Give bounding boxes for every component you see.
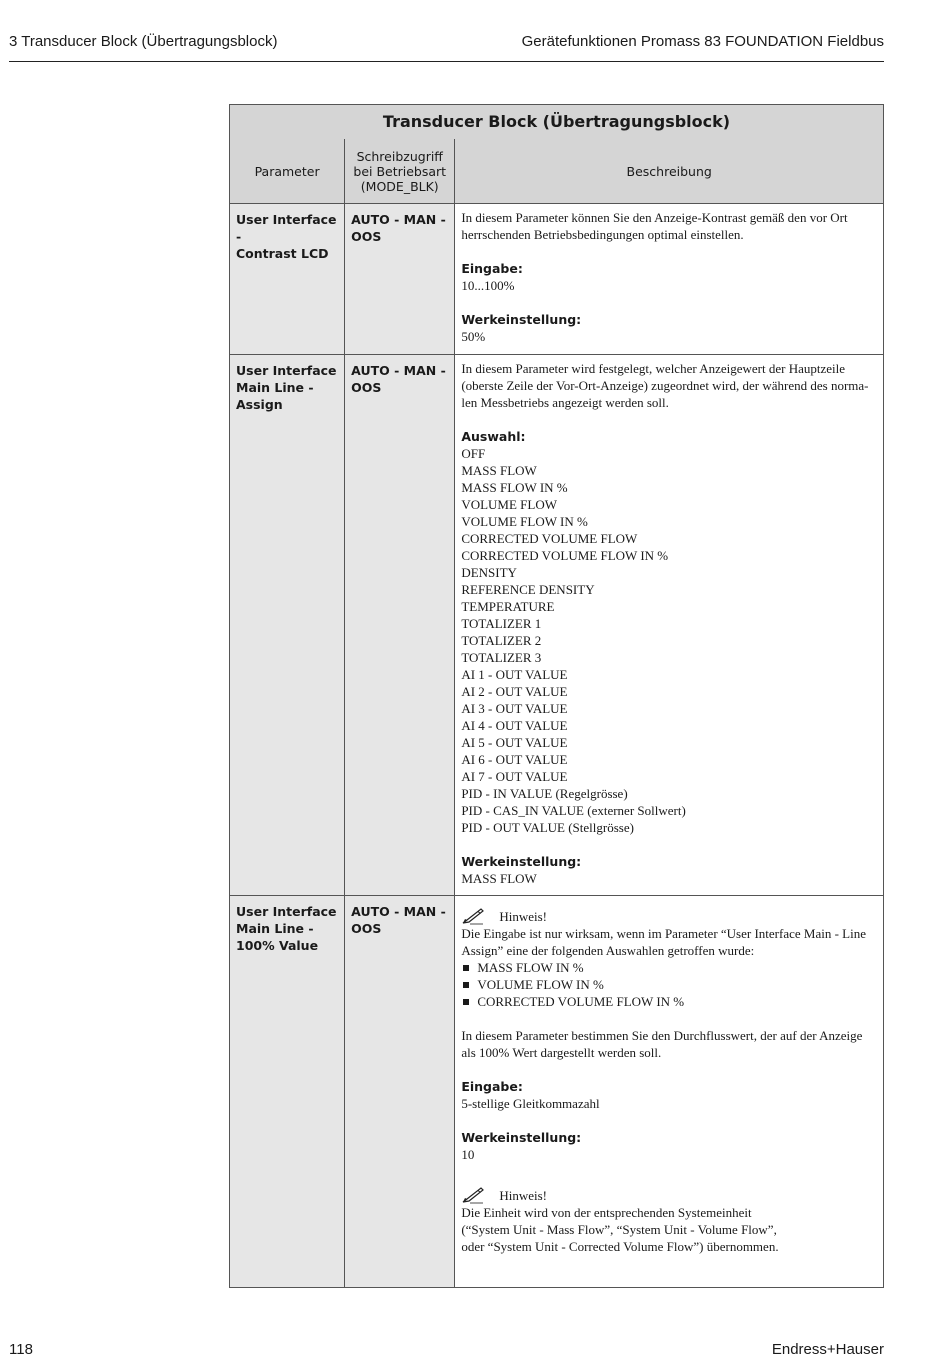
mode-header-line: Schreibzugriff xyxy=(356,148,443,164)
table-row xyxy=(230,896,884,1288)
hint-label: Hinweis! xyxy=(499,1188,547,1203)
brand-name: Endress+Hauser xyxy=(771,1341,884,1358)
parameter-description xyxy=(455,204,884,355)
hint-line: Die Einheit wird von der entsprechenden Systemeinheit xyxy=(461,1205,752,1220)
option-item: TOTALIZER 1 xyxy=(461,616,542,631)
column-header-description: Beschreibung xyxy=(455,139,884,204)
hint-line: oder “System Unit - Corrected Volume Flow”) übernommen. xyxy=(461,1239,779,1254)
hint-label: Hinweis! xyxy=(499,909,547,924)
default-label: Werkeinstellung: xyxy=(461,854,582,869)
default-label: Werkeinstellung: xyxy=(461,312,582,327)
parameter-description xyxy=(455,355,884,896)
parameter-name xyxy=(230,355,345,896)
bullet-item xyxy=(461,976,877,993)
parameter-name xyxy=(230,896,345,1288)
option-item: PID - OUT VALUE (Stellgrösse) xyxy=(461,820,634,835)
mode-line: OOS xyxy=(351,229,382,244)
description-line: In diesem Parameter bestimmen Sie den Durchflusswert, der auf der Anzeige xyxy=(461,1028,863,1043)
hint-line: Die Eingabe ist nur wirksam, wenn im Parameter “User Interface Main - Line xyxy=(461,926,866,941)
column-header-mode xyxy=(345,139,455,204)
default-value: 50% xyxy=(461,329,486,344)
mode-header-line: (MODE_BLK) xyxy=(360,178,439,194)
hint-note xyxy=(461,905,877,925)
mode-header-line: bei Betriebsart xyxy=(353,163,447,179)
description-line: (oberste Zeile der Vor-Ort-Anzeige) zugeordnet wird, der während des norma- xyxy=(461,378,869,393)
mode-line: OOS xyxy=(351,921,382,936)
default-value: MASS FLOW xyxy=(461,871,537,886)
option-item: AI 7 - OUT VALUE xyxy=(461,769,568,784)
description-line: In diesem Parameter wird festgelegt, welcher Anzeigewert der Hauptzeile xyxy=(461,361,846,376)
bullet-text: VOLUME FLOW IN % xyxy=(477,977,604,992)
description-line: herrschenden Betriebsbedingungen optimal einstellen. xyxy=(461,227,744,242)
input-label: Eingabe: xyxy=(461,261,523,276)
pencil-note-icon xyxy=(461,907,485,925)
parameter-name-line: Main Line - xyxy=(236,380,314,395)
option-item: AI 2 - OUT VALUE xyxy=(461,684,568,699)
bullet-item xyxy=(461,993,877,1010)
options-list xyxy=(461,445,877,836)
page-number: 118 xyxy=(9,1341,33,1358)
bullet-list xyxy=(461,959,877,1010)
option-item: OFF xyxy=(461,446,486,461)
option-item: PID - IN VALUE (Regelgrösse) xyxy=(461,786,628,801)
parameter-description xyxy=(455,896,884,1288)
input-label: Eingabe: xyxy=(461,1079,523,1094)
mode-line: AUTO - MAN - xyxy=(351,904,446,919)
hint-note xyxy=(461,1184,877,1204)
parameter-name-line: User Interface xyxy=(236,363,337,378)
pencil-note-icon xyxy=(461,1186,485,1204)
parameter-name-line: 100% Value xyxy=(236,938,319,953)
option-item: CORRECTED VOLUME FLOW xyxy=(461,531,638,546)
parameter-name-line: User Interface - xyxy=(236,212,337,244)
write-access-mode xyxy=(345,896,455,1288)
option-item: AI 1 - OUT VALUE xyxy=(461,667,568,682)
bullet-square-icon xyxy=(463,999,469,1005)
default-label: Werkeinstellung: xyxy=(461,1130,582,1145)
column-header-parameter: Parameter xyxy=(230,139,345,204)
write-access-mode xyxy=(345,355,455,896)
bullet-square-icon xyxy=(463,965,469,971)
hint-line: Assign” eine der folgenden Auswahlen getroffen wurde: xyxy=(461,943,755,958)
parameter-name-line: User Interface xyxy=(236,904,337,919)
parameter-name-line: Assign xyxy=(236,397,283,412)
options-label: Auswahl: xyxy=(461,429,526,444)
option-item: AI 6 - OUT VALUE xyxy=(461,752,568,767)
input-value: 5-stellige Gleitkommazahl xyxy=(461,1096,600,1111)
table-title: Transducer Block (Übertragungsblock) xyxy=(230,105,884,140)
description-line: In diesem Parameter können Sie den Anzeige-Kontrast gemäß den vor Ort xyxy=(461,210,848,225)
option-item: AI 3 - OUT VALUE xyxy=(461,701,568,716)
document-title: Gerätefunktionen Promass 83 FOUNDATION Fieldbus xyxy=(521,33,884,50)
mode-line: AUTO - MAN - xyxy=(351,212,446,227)
option-item: TEMPERATURE xyxy=(461,599,555,614)
bullet-text: MASS FLOW IN % xyxy=(477,960,584,975)
parameter-name xyxy=(230,204,345,355)
table-row xyxy=(230,355,884,896)
page-header xyxy=(9,33,884,62)
option-item: VOLUME FLOW IN % xyxy=(461,514,588,529)
bullet-text: CORRECTED VOLUME FLOW IN % xyxy=(477,994,685,1009)
option-item: VOLUME FLOW xyxy=(461,497,558,512)
bullet-item xyxy=(461,959,877,976)
hint-line: (“System Unit - Mass Flow”, “System Unit - Volume Flow”, xyxy=(461,1222,777,1237)
option-item: DENSITY xyxy=(461,565,517,580)
mode-line: OOS xyxy=(351,380,382,395)
section-title: 3 Transducer Block (Übertragungsblock) xyxy=(9,33,278,50)
default-value: 10 xyxy=(461,1147,475,1162)
option-item: MASS FLOW IN % xyxy=(461,480,568,495)
bullet-square-icon xyxy=(463,982,469,988)
option-item: AI 5 - OUT VALUE xyxy=(461,735,568,750)
option-item: MASS FLOW xyxy=(461,463,537,478)
table-row xyxy=(230,204,884,355)
description-line: len Messbetriebs angezeigt werden soll. xyxy=(461,395,669,410)
parameter-name-line: Main Line - xyxy=(236,921,314,936)
option-item: PID - CAS_IN VALUE (externer Sollwert) xyxy=(461,803,686,818)
option-item: REFERENCE DENSITY xyxy=(461,582,595,597)
input-value: 10...100% xyxy=(461,278,515,293)
description-line: als 100% Wert dargestellt werden soll. xyxy=(461,1045,662,1060)
option-item: CORRECTED VOLUME FLOW IN % xyxy=(461,548,669,563)
parameter-name-line: Contrast LCD xyxy=(236,246,329,261)
option-item: TOTALIZER 2 xyxy=(461,633,542,648)
option-item: AI 4 - OUT VALUE xyxy=(461,718,568,733)
mode-line: AUTO - MAN - xyxy=(351,363,446,378)
write-access-mode xyxy=(345,204,455,355)
option-item: TOTALIZER 3 xyxy=(461,650,542,665)
parameter-table xyxy=(229,104,884,1288)
